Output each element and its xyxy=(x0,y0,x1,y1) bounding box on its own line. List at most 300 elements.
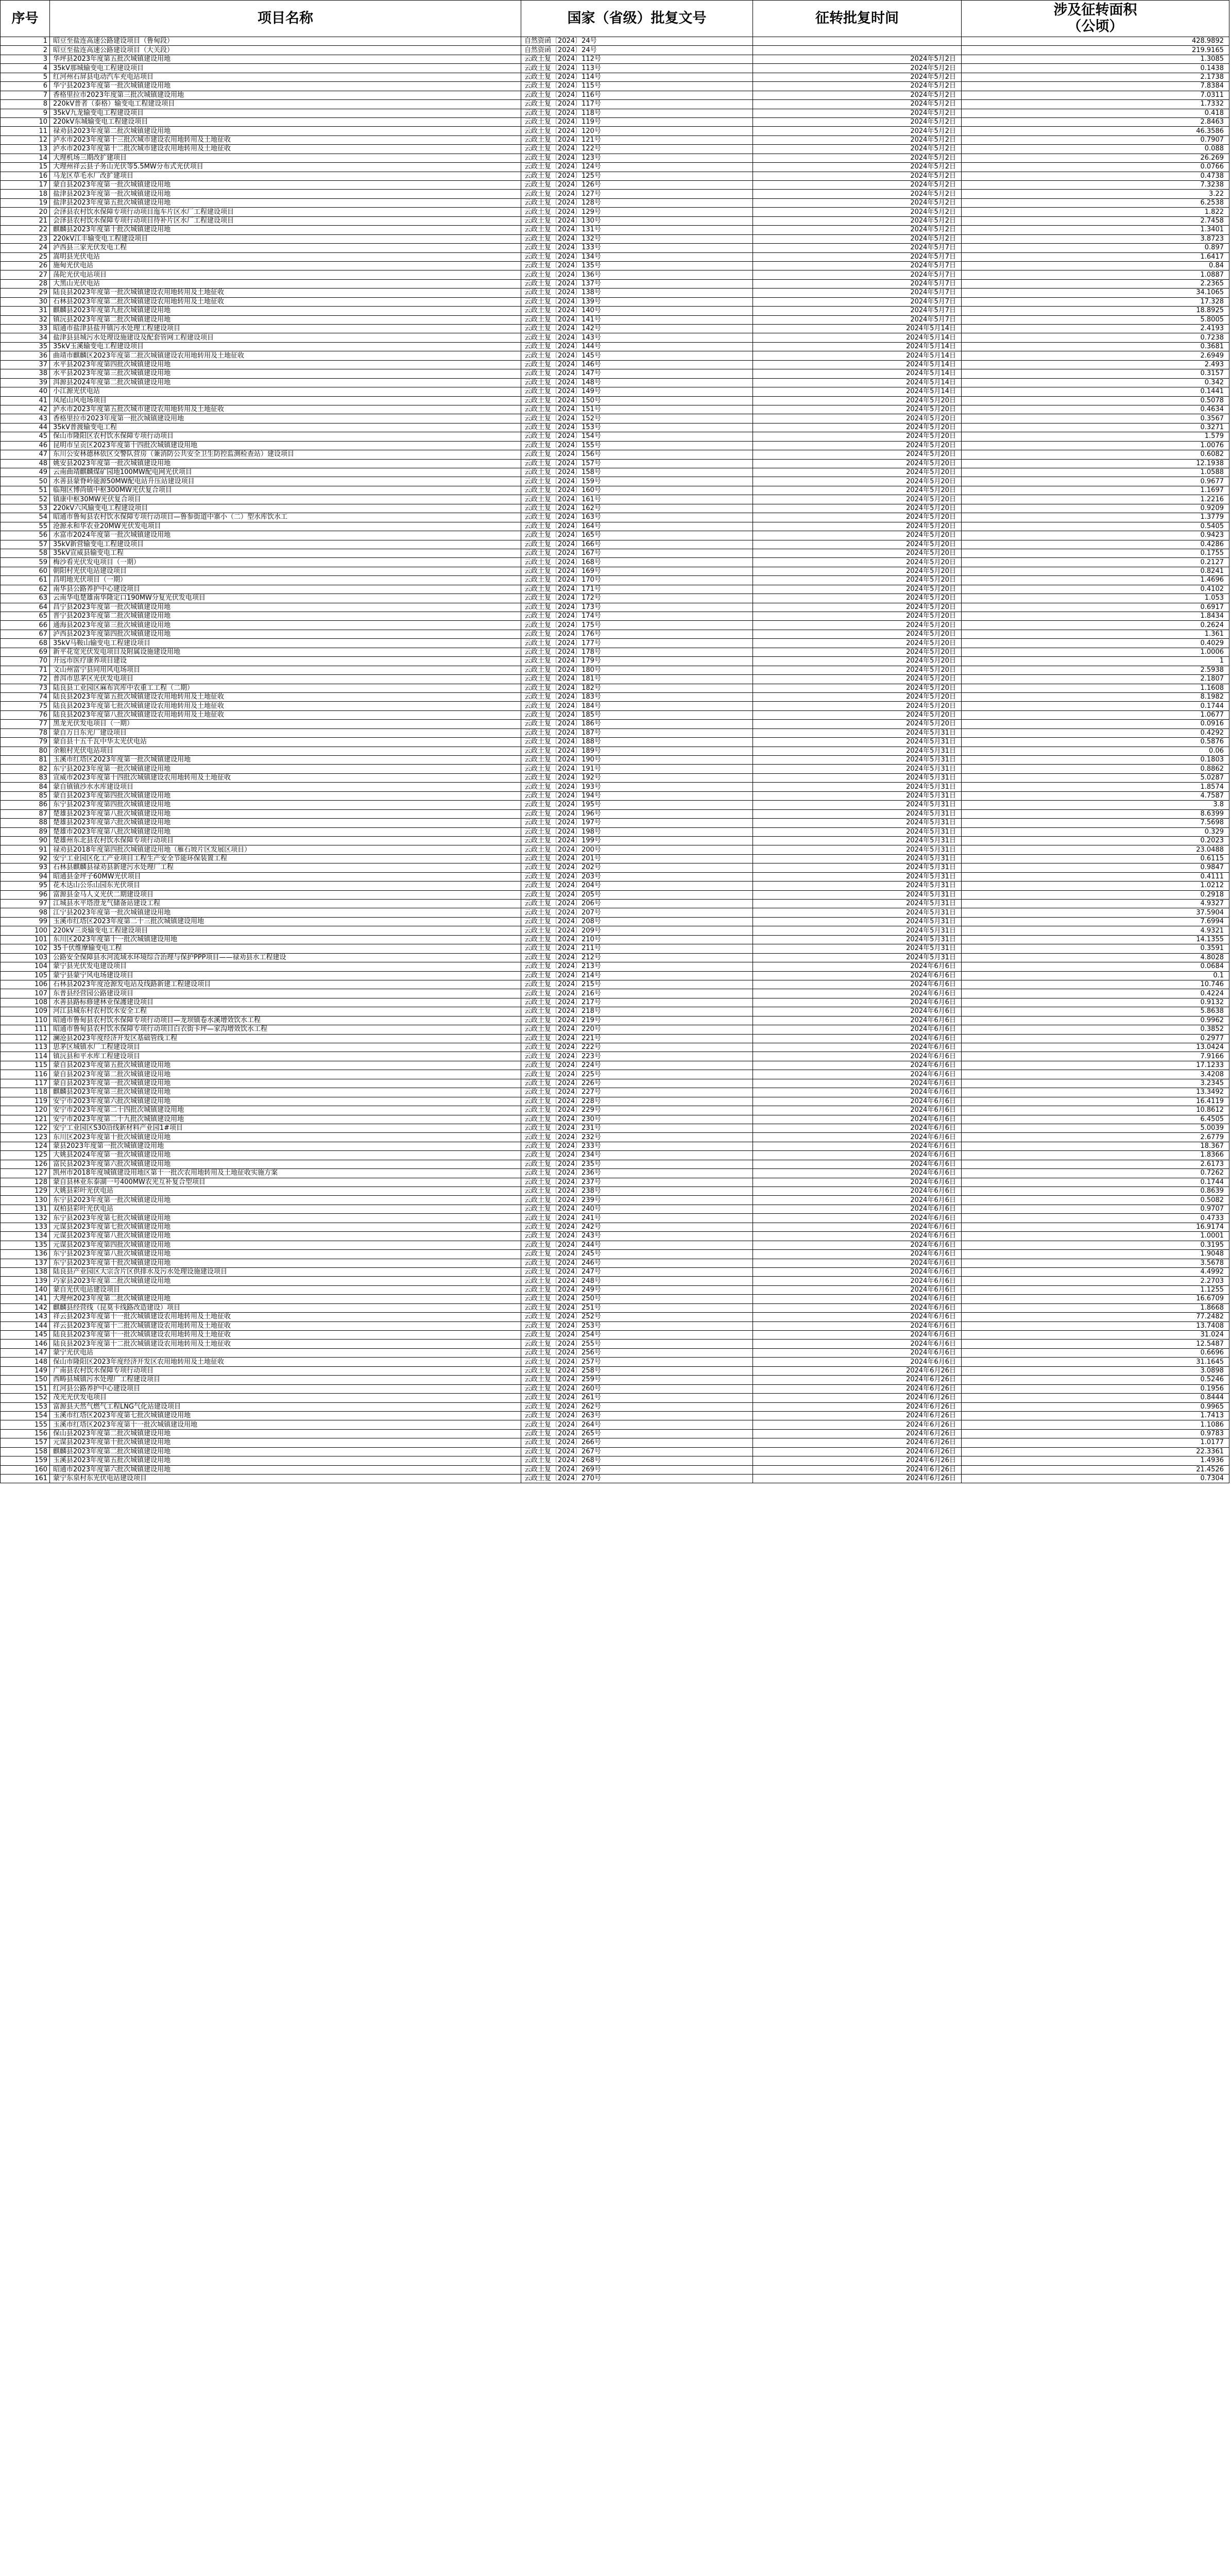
cell-area: 0.1441 xyxy=(962,387,1229,396)
cell-seq: 60 xyxy=(1,567,50,575)
cell-approval-doc: 云政土复〔2024〕192号 xyxy=(521,773,753,782)
cell-approval-date: 2024年5月20日 xyxy=(753,594,962,603)
cell-approval-doc: 云政土复〔2024〕193号 xyxy=(521,783,753,791)
cell-area: 0.3157 xyxy=(962,369,1229,378)
cell-approval-date: 2024年5月20日 xyxy=(753,675,962,684)
cell-area: 31.024 xyxy=(962,1331,1229,1340)
cell-approval-date: 2024年5月2日 xyxy=(753,208,962,216)
cell-approval-doc: 云政土复〔2024〕144号 xyxy=(521,342,753,351)
cell-seq: 2 xyxy=(1,46,50,55)
cell-approval-date: 2024年6月26日 xyxy=(753,1411,962,1420)
cell-approval-date: 2024年6月6日 xyxy=(753,1043,962,1052)
table-row xyxy=(1,1321,1229,1330)
cell-seq: 153 xyxy=(1,1402,50,1411)
table-row xyxy=(1,315,1229,324)
header-area-line1: 涉及征转面积 xyxy=(1053,2,1137,18)
cell-seq: 18 xyxy=(1,190,50,198)
cell-approval-date: 2024年6月6日 xyxy=(753,1160,962,1168)
cell-approval-date: 2024年5月14日 xyxy=(753,360,962,369)
cell-seq: 94 xyxy=(1,872,50,881)
cell-approval-date: 2024年5月7日 xyxy=(753,244,962,252)
cell-approval-doc: 云政土复〔2024〕239号 xyxy=(521,1196,753,1205)
cell-project-name: 35kV马鞍山输变电工程建设项目 xyxy=(50,639,521,648)
cell-seq: 63 xyxy=(1,594,50,603)
cell-area: 46.3586 xyxy=(962,127,1229,135)
cell-project-name: 水平县2023年度第三批次城镇建设用地 xyxy=(50,369,521,378)
table-row xyxy=(1,1465,1229,1474)
cell-area: 0.9132 xyxy=(962,998,1229,1007)
cell-approval-doc: 云政土复〔2024〕207号 xyxy=(521,908,753,917)
cell-approval-doc: 云政土复〔2024〕179号 xyxy=(521,657,753,666)
table-row xyxy=(1,1303,1229,1312)
cell-project-name: 宣威市2023年度第十四批次城镇建设农用地转用及土地征收 xyxy=(50,773,521,782)
cell-approval-doc: 云政土复〔2024〕252号 xyxy=(521,1313,753,1321)
cell-project-name: 镇康中枢30MW光伏复合项目 xyxy=(50,495,521,504)
cell-approval-date: 2024年6月26日 xyxy=(753,1438,962,1447)
cell-area: 3.4208 xyxy=(962,1070,1229,1079)
cell-approval-date: 2024年5月7日 xyxy=(753,279,962,288)
cell-seq: 76 xyxy=(1,710,50,719)
cell-approval-doc: 云政土复〔2024〕141号 xyxy=(521,315,753,324)
cell-project-name: 江宁县2023年度第一批次城镇建设用地 xyxy=(50,908,521,917)
cell-seq: 7 xyxy=(1,91,50,99)
cell-approval-date: 2024年6月6日 xyxy=(753,1259,962,1267)
cell-approval-date: 2024年6月6日 xyxy=(753,1348,962,1357)
cell-project-name: 马龙区草毛水厂改扩建项目 xyxy=(50,172,521,180)
cell-seq: 24 xyxy=(1,244,50,252)
cell-approval-doc: 云政土复〔2024〕259号 xyxy=(521,1376,753,1384)
cell-project-name: 泸水市2023年度第十二批次城市建设农用地转用及土地征收 xyxy=(50,145,521,154)
cell-area: 1.4936 xyxy=(962,1456,1229,1465)
cell-approval-date: 2024年6月6日 xyxy=(753,1214,962,1223)
cell-seq: 105 xyxy=(1,971,50,980)
cell-project-name: 大理州2023年度第二批次城镇建设用地 xyxy=(50,1295,521,1303)
cell-seq: 54 xyxy=(1,513,50,522)
cell-area: 6.4505 xyxy=(962,1115,1229,1124)
cell-seq: 134 xyxy=(1,1232,50,1241)
cell-approval-date: 2024年6月6日 xyxy=(753,1267,962,1276)
cell-seq: 79 xyxy=(1,738,50,747)
cell-seq: 113 xyxy=(1,1043,50,1052)
table-row xyxy=(1,953,1229,962)
cell-approval-doc: 云政土复〔2024〕233号 xyxy=(521,1142,753,1150)
table-row xyxy=(1,648,1229,656)
cell-approval-date: 2024年6月6日 xyxy=(753,1277,962,1285)
cell-area: 5.0287 xyxy=(962,773,1229,782)
cell-seq: 23 xyxy=(1,234,50,243)
table-row xyxy=(1,971,1229,980)
cell-area: 3.8723 xyxy=(962,234,1229,243)
cell-seq: 37 xyxy=(1,360,50,369)
cell-approval-date: 2024年5月2日 xyxy=(753,154,962,162)
table-row xyxy=(1,1214,1229,1223)
cell-project-name: 会泽县农村饮水保障专项行动项目迤车片区水厂工程建设项目 xyxy=(50,208,521,216)
cell-area: 1.6417 xyxy=(962,252,1229,261)
cell-approval-doc: 云政土复〔2024〕191号 xyxy=(521,765,753,773)
cell-project-name: 盐津县2023年度第一批次城镇建设用地 xyxy=(50,190,521,198)
cell-seq: 128 xyxy=(1,1178,50,1187)
table-row xyxy=(1,198,1229,207)
table-row xyxy=(1,307,1229,315)
cell-approval-date: 2024年6月6日 xyxy=(753,1142,962,1150)
cell-approval-doc: 云政土复〔2024〕262号 xyxy=(521,1402,753,1411)
header-approval-doc: 国家（省级）批复文号 xyxy=(521,1,753,37)
cell-area: 3.0898 xyxy=(962,1366,1229,1375)
cell-seq: 39 xyxy=(1,378,50,387)
cell-approval-doc: 云政土复〔2024〕267号 xyxy=(521,1447,753,1456)
table-row xyxy=(1,854,1229,863)
cell-area: 0.3271 xyxy=(962,423,1229,432)
cell-seq: 158 xyxy=(1,1447,50,1456)
cell-approval-doc: 云政土复〔2024〕175号 xyxy=(521,621,753,630)
cell-approval-date: 2024年5月31日 xyxy=(753,917,962,926)
table-row xyxy=(1,1124,1229,1132)
cell-approval-date: 2024年5月31日 xyxy=(753,791,962,800)
cell-project-name: 昆明市呈贡区2023年度第十四批次城镇建设用地 xyxy=(50,441,521,450)
cell-area: 0.4224 xyxy=(962,989,1229,998)
cell-project-name: 河江县城东村农村饮水安全工程 xyxy=(50,1007,521,1016)
cell-project-name: 元谋县2023年度第七批次城镇建设用地 xyxy=(50,1223,521,1231)
cell-area: 1.8434 xyxy=(962,612,1229,621)
cell-approval-doc: 云政土复〔2024〕145号 xyxy=(521,351,753,360)
cell-approval-doc: 云政土复〔2024〕218号 xyxy=(521,1007,753,1016)
table-row xyxy=(1,675,1229,684)
cell-seq: 10 xyxy=(1,117,50,126)
cell-project-name: 富源县天然气燃气工程LNG气化站建设项目 xyxy=(50,1402,521,1411)
cell-project-name: 云南华电楚雄南华隆定口190MW分复光伏发电项目 xyxy=(50,594,521,603)
cell-approval-date: 2024年6月26日 xyxy=(753,1465,962,1474)
cell-approval-doc: 云政土复〔2024〕147号 xyxy=(521,369,753,378)
table-row xyxy=(1,845,1229,854)
cell-approval-doc: 云政土复〔2024〕118号 xyxy=(521,109,753,117)
cell-area: 14.1355 xyxy=(962,935,1229,944)
cell-seq: 20 xyxy=(1,208,50,216)
cell-area: 0.3567 xyxy=(962,414,1229,423)
table-row xyxy=(1,1402,1229,1411)
table-row xyxy=(1,423,1229,432)
cell-seq: 70 xyxy=(1,657,50,666)
cell-approval-date: 2024年5月31日 xyxy=(753,900,962,908)
cell-approval-date: 2024年5月20日 xyxy=(753,567,962,575)
cell-approval-date: 2024年5月20日 xyxy=(753,657,962,666)
cell-project-name: 香格里拉市2023年度第三批次城镇建设用地 xyxy=(50,91,521,99)
table-row xyxy=(1,37,1229,46)
cell-seq: 114 xyxy=(1,1052,50,1061)
cell-seq: 146 xyxy=(1,1340,50,1348)
cell-approval-date: 2024年6月6日 xyxy=(753,1007,962,1016)
table-row xyxy=(1,208,1229,216)
cell-approval-date: 2024年5月20日 xyxy=(753,477,962,486)
table-row xyxy=(1,270,1229,279)
table-row xyxy=(1,702,1229,710)
table-row xyxy=(1,1438,1229,1447)
cell-approval-doc: 云政土复〔2024〕190号 xyxy=(521,756,753,765)
cell-seq: 154 xyxy=(1,1411,50,1420)
cell-seq: 144 xyxy=(1,1321,50,1330)
cell-area: 4.9327 xyxy=(962,900,1229,908)
cell-approval-doc: 云政土复〔2024〕229号 xyxy=(521,1106,753,1115)
cell-seq: 14 xyxy=(1,154,50,162)
cell-project-name: 石林县麒麟县禄劝县新建污水处理厂工程 xyxy=(50,863,521,872)
cell-area: 18.8925 xyxy=(962,307,1229,315)
table-row xyxy=(1,1384,1229,1393)
cell-approval-doc: 云政土复〔2024〕136号 xyxy=(521,270,753,279)
table-row xyxy=(1,73,1229,81)
table-row xyxy=(1,252,1229,261)
cell-approval-date: 2024年5月31日 xyxy=(753,926,962,935)
cell-project-name: 南华县公路养护中心建设项目 xyxy=(50,585,521,594)
cell-project-name: 临翔区博尚镇中枢300MW光伏复合项目 xyxy=(50,486,521,495)
cell-approval-doc: 云政土复〔2024〕237号 xyxy=(521,1178,753,1187)
cell-approval-doc: 云政土复〔2024〕245号 xyxy=(521,1250,753,1259)
cell-approval-date: 2024年5月20日 xyxy=(753,585,962,594)
cell-approval-doc: 云政土复〔2024〕140号 xyxy=(521,307,753,315)
cell-approval-date: 2024年5月2日 xyxy=(753,226,962,234)
cell-project-name: 楚雄县2023年度第六批次城镇建设用地 xyxy=(50,819,521,827)
cell-seq: 27 xyxy=(1,270,50,279)
cell-project-name: 蒙自县十五千瓦中华太光伏电站 xyxy=(50,738,521,747)
table-row xyxy=(1,82,1229,91)
cell-approval-date: 2024年6月26日 xyxy=(753,1402,962,1411)
cell-seq: 139 xyxy=(1,1277,50,1285)
table-row xyxy=(1,1250,1229,1259)
cell-area: 0.2023 xyxy=(962,836,1229,845)
table-row xyxy=(1,783,1229,791)
header-project-name: 项目名称 xyxy=(50,1,521,37)
cell-area: 12.5487 xyxy=(962,1340,1229,1348)
cell-project-name: 220kV三炎输变电工程建设项目 xyxy=(50,926,521,935)
cell-project-name: 蒙宁县蒙宁风电场建设项目 xyxy=(50,971,521,980)
table-row xyxy=(1,1079,1229,1088)
cell-project-name: 35kV九龙输变电工程建设项目 xyxy=(50,109,521,117)
cell-approval-date: 2024年6月6日 xyxy=(753,1232,962,1241)
table-row xyxy=(1,145,1229,154)
table-row xyxy=(1,1420,1229,1429)
cell-project-name: 35kV玉溪输变电工程建设项目 xyxy=(50,342,521,351)
cell-area: 2.1738 xyxy=(962,73,1229,81)
cell-approval-date: 2024年6月26日 xyxy=(753,1376,962,1384)
cell-project-name: 思茅区城镇水厂工程建设项目 xyxy=(50,1043,521,1052)
table-row xyxy=(1,441,1229,450)
cell-seq: 26 xyxy=(1,261,50,270)
table-row xyxy=(1,1070,1229,1079)
cell-seq: 96 xyxy=(1,890,50,899)
cell-seq: 132 xyxy=(1,1214,50,1223)
cell-project-name: 保山市隆阳区2023年度经济开发区农用地转用及土地征收 xyxy=(50,1358,521,1366)
cell-area: 0.3591 xyxy=(962,944,1229,953)
table-row xyxy=(1,720,1229,728)
cell-approval-date: 2024年5月2日 xyxy=(753,234,962,243)
cell-area: 1 xyxy=(962,657,1229,666)
cell-seq: 155 xyxy=(1,1420,50,1429)
cell-approval-date: 2024年6月6日 xyxy=(753,980,962,989)
cell-area: 2.1807 xyxy=(962,675,1229,684)
cell-seq: 160 xyxy=(1,1465,50,1474)
cell-project-name: 玉溪市红塔区2023年度第一批次城镇建设用地 xyxy=(50,756,521,765)
cell-approval-doc: 云政土复〔2024〕251号 xyxy=(521,1303,753,1312)
cell-approval-doc: 云政土复〔2024〕130号 xyxy=(521,216,753,225)
cell-approval-date: 2024年6月6日 xyxy=(753,1151,962,1160)
cell-area: 22.3361 xyxy=(962,1447,1229,1456)
cell-area: 4.4992 xyxy=(962,1267,1229,1276)
cell-seq: 119 xyxy=(1,1097,50,1106)
cell-approval-doc: 云政土复〔2024〕209号 xyxy=(521,926,753,935)
cell-approval-doc: 云政土复〔2024〕128号 xyxy=(521,198,753,207)
cell-project-name: 禄劝县2023年度第二批次城镇建设用地 xyxy=(50,127,521,135)
cell-approval-date: 2024年6月6日 xyxy=(753,1285,962,1294)
cell-approval-doc: 云政土复〔2024〕117号 xyxy=(521,100,753,109)
cell-approval-date xyxy=(753,37,962,46)
cell-area: 31.1645 xyxy=(962,1358,1229,1366)
cell-approval-doc: 云政土复〔2024〕227号 xyxy=(521,1088,753,1097)
cell-approval-doc: 云政土复〔2024〕230号 xyxy=(521,1115,753,1124)
cell-project-name: 陆良县2023年度第十二批次城镇建设农用地转用及土地征收 xyxy=(50,1340,521,1348)
cell-area: 428.9892 xyxy=(962,37,1229,46)
cell-project-name: 220kV六风输变电工程建设项目 xyxy=(50,504,521,513)
cell-area: 0.2977 xyxy=(962,1034,1229,1043)
cell-approval-doc: 云政土复〔2024〕165号 xyxy=(521,531,753,540)
cell-approval-doc: 云政土复〔2024〕242号 xyxy=(521,1223,753,1231)
cell-project-name: 富源县金马人义光伏二期建设项目 xyxy=(50,890,521,899)
table-row xyxy=(1,244,1229,252)
cell-approval-doc: 云政土复〔2024〕167号 xyxy=(521,549,753,557)
cell-approval-date: 2024年6月6日 xyxy=(753,1034,962,1043)
table-row xyxy=(1,1285,1229,1294)
cell-area: 2.6779 xyxy=(962,1133,1229,1142)
cell-project-name: 35kV普渡输变电工程 xyxy=(50,423,521,432)
cell-seq: 115 xyxy=(1,1061,50,1070)
cell-seq: 136 xyxy=(1,1250,50,1259)
cell-approval-doc: 云政土复〔2024〕119号 xyxy=(521,117,753,126)
cell-project-name: 余粮村光伏电站项目 xyxy=(50,747,521,755)
cell-approval-doc: 云政土复〔2024〕177号 xyxy=(521,639,753,648)
cell-project-name: 水平县2023年度第四批次城镇建设用地 xyxy=(50,360,521,369)
cell-approval-doc: 云政土复〔2024〕204号 xyxy=(521,882,753,890)
header-approval-date: 征转批复时间 xyxy=(753,1,962,37)
cell-seq: 55 xyxy=(1,522,50,531)
cell-seq: 29 xyxy=(1,289,50,297)
table-row xyxy=(1,1043,1229,1052)
cell-area: 2.4193 xyxy=(962,325,1229,333)
cell-approval-doc: 云政土复〔2024〕114号 xyxy=(521,73,753,81)
cell-approval-date: 2024年5月7日 xyxy=(753,270,962,279)
cell-area: 0.2624 xyxy=(962,621,1229,630)
cell-area: 26.269 xyxy=(962,154,1229,162)
cell-approval-doc: 云政土复〔2024〕199号 xyxy=(521,836,753,845)
cell-approval-doc: 云政土复〔2024〕256号 xyxy=(521,1348,753,1357)
cell-area: 1.9048 xyxy=(962,1250,1229,1259)
table-row xyxy=(1,531,1229,540)
cell-approval-date: 2024年5月31日 xyxy=(753,836,962,845)
cell-seq: 77 xyxy=(1,720,50,728)
table-row xyxy=(1,791,1229,800)
cell-seq: 1 xyxy=(1,37,50,46)
table-row xyxy=(1,1106,1229,1115)
cell-project-name: 昭豆至盐连高速公路建设项目（鲁甸段） xyxy=(50,37,521,46)
cell-seq: 143 xyxy=(1,1313,50,1321)
table-row xyxy=(1,1025,1229,1034)
cell-approval-doc: 云政土复〔2024〕268号 xyxy=(521,1456,753,1465)
cell-seq: 106 xyxy=(1,980,50,989)
cell-project-name: 元谋县2023年度第十批次城镇建设用地 xyxy=(50,1438,521,1447)
table-row xyxy=(1,226,1229,234)
cell-area: 77.2482 xyxy=(962,1313,1229,1321)
table-row xyxy=(1,1205,1229,1213)
cell-project-name: 东普县经营园公路建设项目 xyxy=(50,989,521,998)
table-row xyxy=(1,1151,1229,1160)
cell-area: 0.4634 xyxy=(962,405,1229,414)
cell-seq: 82 xyxy=(1,765,50,773)
table-row xyxy=(1,1394,1229,1402)
table-row xyxy=(1,603,1229,612)
cell-area: 1.3401 xyxy=(962,226,1229,234)
cell-area: 10.8612 xyxy=(962,1106,1229,1115)
table-row xyxy=(1,1340,1229,1348)
cell-area: 1.1697 xyxy=(962,486,1229,495)
cell-project-name: 玉溪县2023年度第五批次城镇建设用地 xyxy=(50,1456,521,1465)
cell-approval-date: 2024年5月31日 xyxy=(753,890,962,899)
cell-area: 0.5405 xyxy=(962,522,1229,531)
cell-area: 2.493 xyxy=(962,360,1229,369)
cell-area: 34.1065 xyxy=(962,289,1229,297)
cell-area: 0.329 xyxy=(962,827,1229,836)
cell-approval-date: 2024年5月20日 xyxy=(753,603,962,612)
cell-project-name: 通海县2023年度第三批次城镇建设用地 xyxy=(50,621,521,630)
cell-area: 1.0006 xyxy=(962,648,1229,656)
table-row xyxy=(1,1348,1229,1357)
cell-project-name: 昭通市盐津县盐井镇污水处理工程建设项目 xyxy=(50,325,521,333)
table-row xyxy=(1,1016,1229,1025)
cell-seq: 109 xyxy=(1,1007,50,1016)
cell-area: 0.897 xyxy=(962,244,1229,252)
cell-project-name: 昭豆至盐连高速公路建设项目（大关段） xyxy=(50,46,521,55)
cell-approval-doc: 云政土复〔2024〕248号 xyxy=(521,1277,753,1285)
cell-seq: 28 xyxy=(1,279,50,288)
cell-approval-doc: 云政土复〔2024〕173号 xyxy=(521,603,753,612)
cell-area: 8.6399 xyxy=(962,809,1229,818)
cell-project-name: 凤尾山风电场项目 xyxy=(50,396,521,405)
cell-area: 1.0677 xyxy=(962,710,1229,719)
cell-approval-date: 2024年5月2日 xyxy=(753,73,962,81)
cell-seq: 21 xyxy=(1,216,50,225)
cell-project-name: 石林县2023年度沧源发电站及线路新建工程建设项目 xyxy=(50,980,521,989)
cell-area: 2.2703 xyxy=(962,1277,1229,1285)
cell-project-name: 东宁县2023年度第一批次城镇建设用地 xyxy=(50,765,521,773)
cell-area: 1.0177 xyxy=(962,1438,1229,1447)
cell-approval-doc: 云政土复〔2024〕135号 xyxy=(521,261,753,270)
cell-approval-date: 2024年6月6日 xyxy=(753,1124,962,1132)
cell-area: 16.6709 xyxy=(962,1295,1229,1303)
cell-approval-doc: 云政土复〔2024〕223号 xyxy=(521,1052,753,1061)
cell-seq: 97 xyxy=(1,900,50,908)
cell-approval-doc: 云政土复〔2024〕224号 xyxy=(521,1061,753,1070)
cell-area: 2.6949 xyxy=(962,351,1229,360)
cell-project-name: 泸水市2023年度第五批次城市建设农用地转用及土地征收 xyxy=(50,405,521,414)
cell-approval-doc: 云政土复〔2024〕222号 xyxy=(521,1043,753,1052)
cell-project-name: 玉溪市红塔区2023年度第二十三批次城镇建设用地 xyxy=(50,917,521,926)
cell-area: 0.7238 xyxy=(962,333,1229,342)
cell-approval-date: 2024年5月2日 xyxy=(753,135,962,144)
cell-area: 0.1744 xyxy=(962,702,1229,710)
cell-project-name: 东川区2023年度第十批次城镇建设用地 xyxy=(50,1133,521,1142)
cell-project-name: 麒麟县2023年度第二批次城镇建设用地 xyxy=(50,1447,521,1456)
cell-approval-date: 2024年6月6日 xyxy=(753,1250,962,1259)
cell-area: 13.3492 xyxy=(962,1088,1229,1097)
cell-area: 0.6917 xyxy=(962,603,1229,612)
cell-area: 1.822 xyxy=(962,208,1229,216)
cell-project-name: 220kV普者（泰格）输变电工程建设项目 xyxy=(50,100,521,109)
cell-seq: 90 xyxy=(1,836,50,845)
